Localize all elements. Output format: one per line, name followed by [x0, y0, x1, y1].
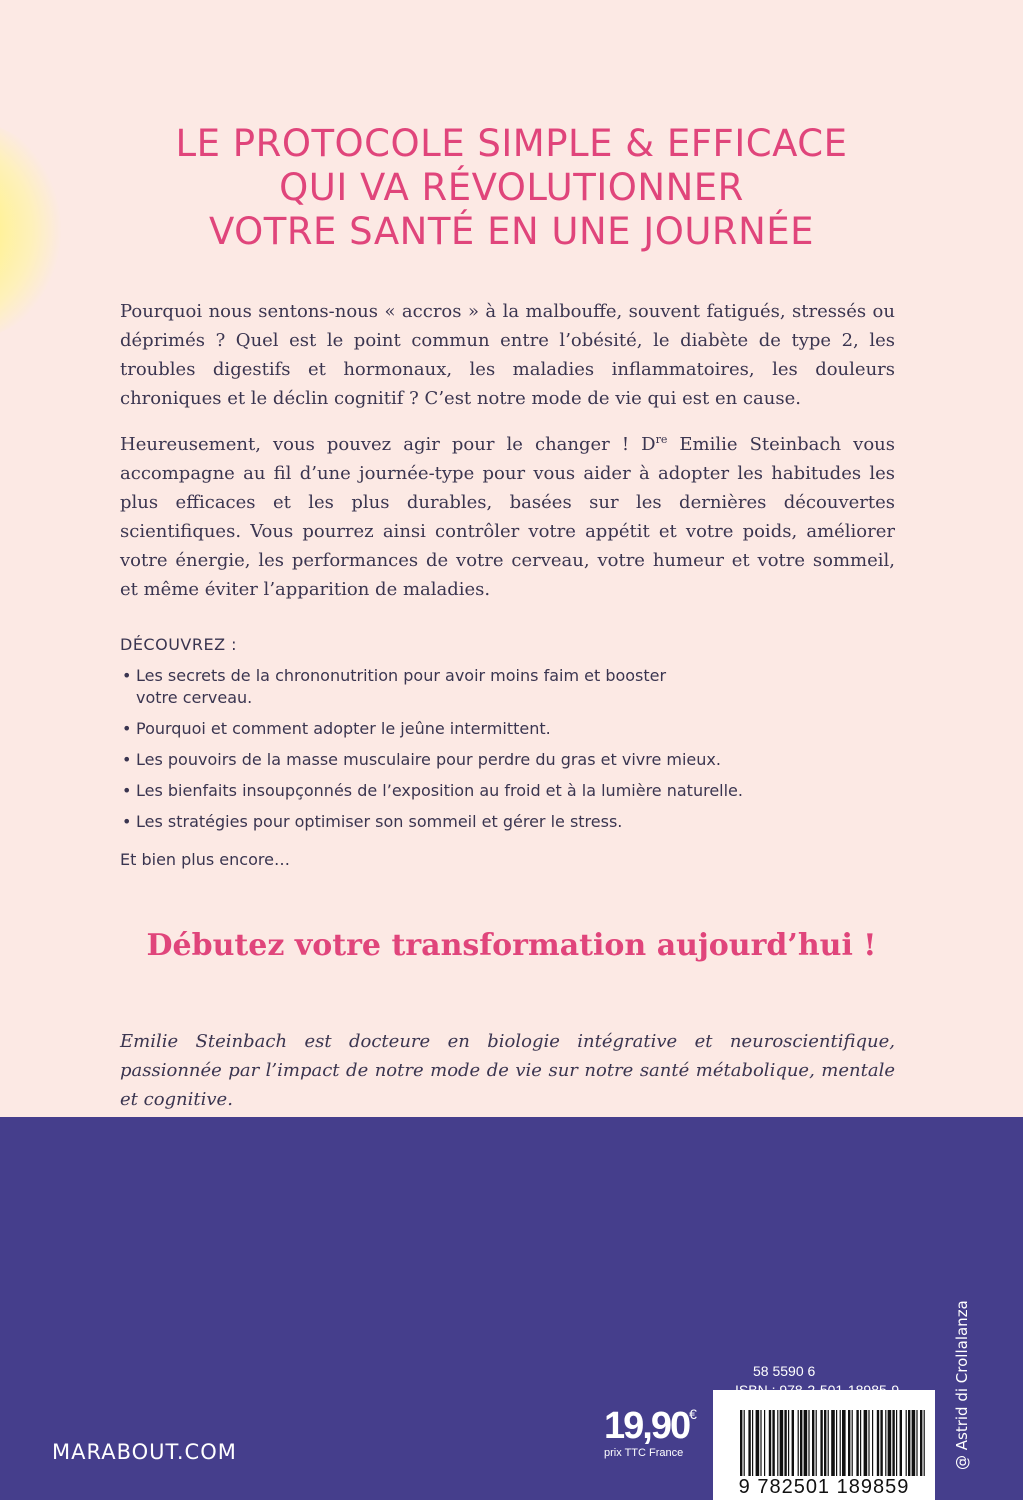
headline-line: VOTRE SANTÉ EN UNE JOURNÉE [208, 210, 815, 253]
barcode-stripe [756, 1410, 760, 1476]
barcode-stripe [877, 1410, 879, 1476]
bullet-item [120, 749, 900, 771]
barcode-stripe [924, 1410, 925, 1476]
barcode-stripe [885, 1410, 886, 1476]
price-amount: 19,90 [604, 1405, 690, 1447]
barcode-stripe [842, 1410, 846, 1476]
barcode-stripe [792, 1410, 794, 1476]
barcode-stripe [836, 1410, 837, 1476]
barcode-stripe [840, 1410, 841, 1476]
description-rest: Emilie Steinbach vous accompagne au fil d’une journée-type pour vous aider à adopter les habitudes les plus efficaces et les plus durables, basées sur les dernières découvertes scientifiques. Vous pourrez ainsi contrôler votre appétit et votre poids, améliorer votre énergie, les performances de votre cerveau, votre humeur et votre sommeil, et même éviter l’apparition de maladies. [120, 434, 895, 600]
barcode-stripe [868, 1410, 869, 1476]
description-start: Heureusement, vous pouvez agir pour le changer ! D [120, 434, 656, 455]
bullet-item [120, 780, 900, 802]
barcode-image [738, 1410, 926, 1482]
bullet-text: Les stratégies pour optimiser son sommeil et gérer le stress. [136, 812, 623, 831]
barcode-stripe [752, 1410, 753, 1476]
description-paragraph [120, 430, 895, 604]
bullet-text: Les secrets de la chrononutrition pour avoir moins faim et booster votre cerveau. [136, 666, 667, 707]
barcode-stripe [892, 1410, 894, 1476]
discover-label: DÉCOUVREZ : [120, 635, 238, 654]
product-code: 58 5590 6 [753, 1363, 816, 1379]
barcode-stripe [916, 1410, 917, 1476]
bullet-text: Les bienfaits insoupçonnés de l’exposition au froid et à la lumière naturelle. [136, 781, 743, 800]
price-currency: € [689, 1406, 697, 1422]
call-to-action: Débutez votre transformation aujourd’hui ! [146, 928, 877, 963]
barcode-stripe [808, 1410, 809, 1476]
barcode-stripe [788, 1410, 789, 1476]
barcode-stripe [896, 1410, 897, 1476]
bullet-text: Pourquoi et comment adopter le jeûne intermittent. [136, 719, 551, 738]
barcode-stripe [900, 1410, 902, 1476]
price-note: prix TTC France [604, 1447, 684, 1459]
barcode-stripe [816, 1410, 817, 1476]
barcode-stripe [740, 1410, 742, 1476]
barcode-stripe [848, 1410, 850, 1476]
barcode-stripe [872, 1410, 873, 1476]
headline [0, 122, 1023, 254]
barcode-stripe [831, 1410, 835, 1476]
barcode-stripe [777, 1410, 778, 1476]
more-text: Et bien plus encore… [120, 850, 290, 869]
barcode-stripe [784, 1410, 786, 1476]
barcode-stripe [744, 1410, 745, 1476]
barcode-stripe [769, 1410, 771, 1476]
barcode-stripe [780, 1410, 784, 1476]
headline-line: QUI VA RÉVOLUTIONNER [279, 166, 744, 209]
barcode-stripe [864, 1410, 868, 1476]
barcode-stripe [852, 1410, 853, 1476]
price-block [604, 1406, 708, 1460]
barcode-stripe [906, 1410, 907, 1476]
bullet-item [120, 665, 900, 709]
barcode-stripe [812, 1410, 814, 1476]
barcode-stripe [748, 1410, 750, 1476]
intro-paragraph: Pourquoi nous sentons-nous « accros » à la malbouffe, souvent fatigués, stressés ou déprimés ? Quel est le point commun entre l’obésité, le diabète de type 2, les troubles digestifs et hormonaux, les maladies inflammatoires, les douleurs chroniques et le déclin cognitif ? C’est notre mode de vie qui est en cause. [120, 301, 895, 409]
barcode-stripe [804, 1410, 808, 1476]
barcode-stripe [798, 1410, 799, 1476]
barcode-stripe [880, 1410, 882, 1476]
barcode-stripe [828, 1410, 829, 1476]
bullet-item [120, 718, 900, 740]
barcode-stripe [760, 1410, 761, 1476]
publisher-logo: MARABOUT.COM [52, 1440, 237, 1464]
title-superscript: re [655, 433, 668, 446]
author-bio: Emilie Steinbach est docteure en biologie intégrative et neuroscientifique, passionnée par l’impact de notre mode de vie sur notre santé métabolique, mentale et cognitive. [120, 1031, 895, 1110]
barcode-stripe [824, 1410, 826, 1476]
barcode-digits: 9 782501 189859 [738, 1476, 910, 1498]
bullet-list [120, 665, 900, 842]
barcode-stripe [908, 1410, 910, 1476]
photo-credit: @ Astrid di Crollalanza [953, 1300, 971, 1470]
barcode-stripe [820, 1410, 822, 1476]
barcode-stripe [772, 1410, 774, 1476]
headline-line: LE PROTOCOLE SIMPLE & EFFICACE [175, 122, 848, 165]
bullet-text: Les pouvoirs de la masse musculaire pour perdre du gras et vivre mieux. [136, 750, 721, 769]
barcode-stripe [912, 1410, 916, 1476]
bullet-item [120, 811, 900, 833]
barcode-stripe [888, 1410, 892, 1476]
barcode-stripe [856, 1410, 858, 1476]
barcode-stripe [860, 1410, 861, 1476]
barcode-stripe [764, 1410, 765, 1476]
barcode-stripe [920, 1410, 922, 1476]
barcode-stripe [800, 1410, 802, 1476]
